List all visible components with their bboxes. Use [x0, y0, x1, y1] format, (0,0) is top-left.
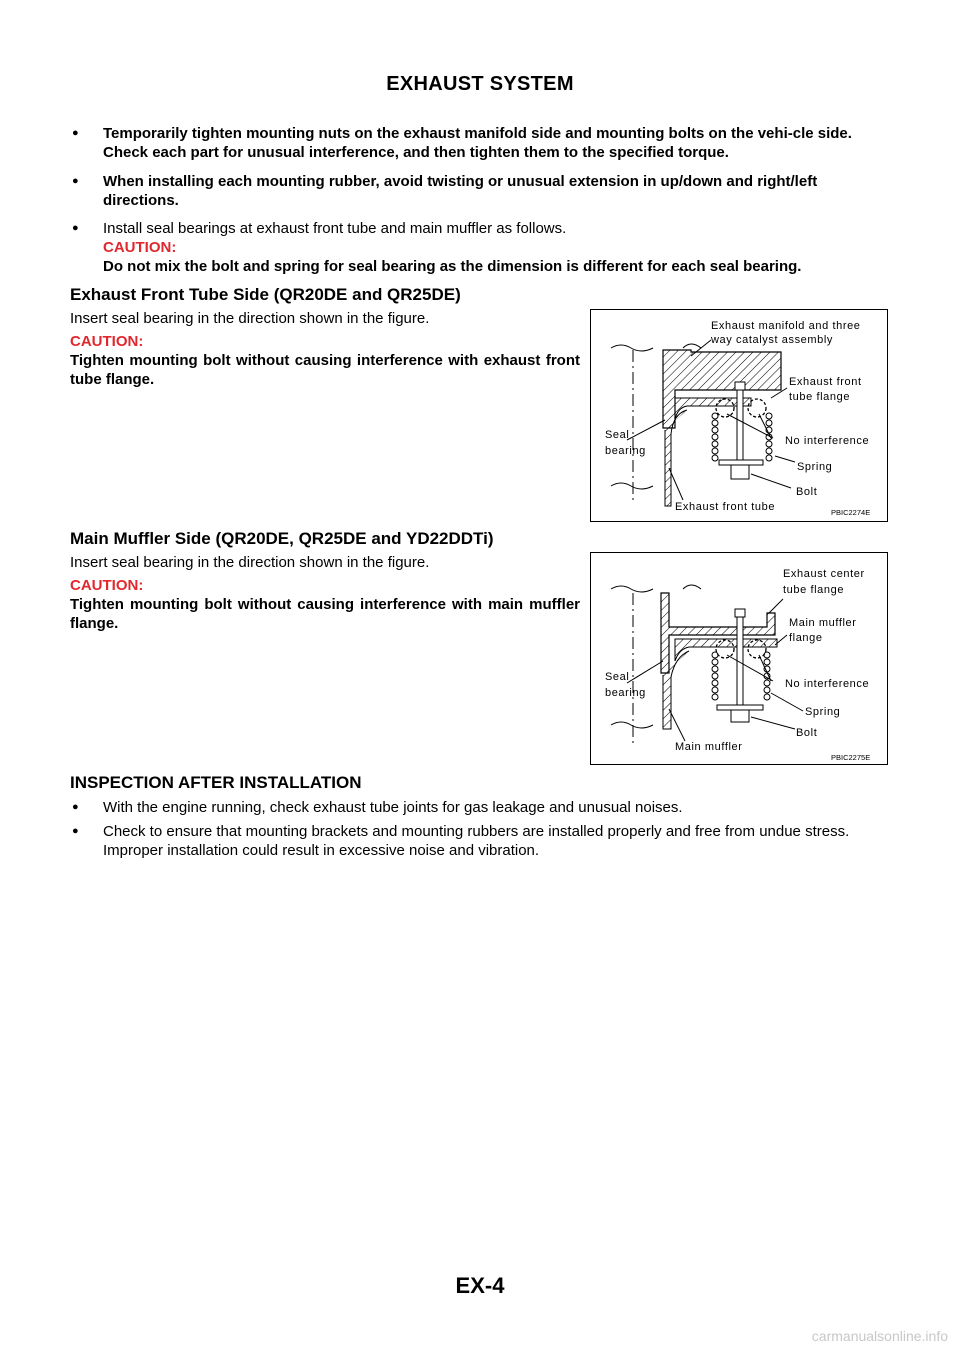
diagram-label: way catalyst assembly — [711, 334, 834, 346]
seal-bearing-diagram — [591, 310, 887, 521]
instruction-text: Insert seal bearing in the direction shown in the figure. — [70, 554, 430, 571]
bullet-text: Install seal bearings at exhaust front tube and main muffler as follows. — [103, 220, 567, 237]
diagram-label: Seal — [605, 429, 630, 441]
section-heading: INSPECTION AFTER INSTALLATION — [70, 773, 362, 792]
bullet-text: With the engine running, check exhaust tube joints for gas leakage and unusual noises. — [103, 799, 683, 816]
diagram-label: Seal — [605, 671, 630, 683]
diagram-label: Main muffler — [675, 741, 743, 753]
bullet-icon: ● — [72, 175, 79, 187]
figure-main-muffler — [590, 552, 888, 765]
figure-front-tube — [590, 309, 888, 522]
diagram-label: Exhaust front — [789, 376, 862, 388]
bullet-icon: ● — [72, 801, 79, 813]
caution-text: Tighten mounting bolt without causing interference with exhaust front tube flange. — [70, 352, 580, 388]
diagram-label: bearing — [605, 445, 646, 457]
section-heading: Exhaust Front Tube Side (QR20DE and QR25DE) — [70, 285, 461, 304]
list-item — [70, 822, 890, 860]
diagram-label: Exhaust center — [783, 568, 865, 580]
diagram-label: Spring — [797, 461, 833, 473]
bullet-text: Temporarily tighten mounting nuts on the exhaust manifold side and mounting bolts on the vehi-cle side. Check each part for unusual interference, and then tighten them to the specified torque. — [103, 125, 852, 161]
bullet-text: When installing each mounting rubber, avoid twisting or unusual extension in up/down and right/left directions. — [103, 173, 818, 209]
diagram-label: No interference — [785, 435, 870, 447]
list-item — [70, 124, 890, 162]
page-number: EX-4 — [455, 1273, 505, 1298]
diagram-label: Exhaust front tube — [675, 501, 776, 513]
diagram-label: No interference — [785, 678, 870, 690]
diagram-label: Exhaust manifold and three — [711, 320, 861, 332]
list-item — [70, 798, 890, 817]
list-item — [70, 172, 890, 210]
caution-label: CAUTION: — [70, 333, 144, 350]
page-title: EXHAUST SYSTEM — [386, 73, 574, 95]
caution-block — [70, 332, 580, 389]
bullet-icon: ● — [72, 222, 79, 234]
caution-label: CAUTION: — [103, 239, 177, 256]
seal-bearing-diagram — [591, 553, 887, 764]
bullet-text: Check to ensure that mounting brackets and mounting rubbers are installed properly and free from undue stress. Improper installation could result in excessive noise and vibration. — [103, 823, 850, 859]
caution-text: Do not mix the bolt and spring for seal bearing as the dimension is different for each seal bearing. — [103, 258, 802, 275]
instruction-text: Insert seal bearing in the direction shown in the figure. — [70, 310, 430, 327]
bullet-icon: ● — [72, 825, 79, 837]
diagram-label: flange — [789, 632, 823, 644]
watermark: carmanualsonline.info — [811, 1328, 948, 1344]
caution-text: Tighten mounting bolt without causing interference with main muffler flange. — [70, 596, 580, 632]
figure-code: PBIC2274E — [831, 508, 871, 517]
caution-block — [70, 576, 580, 633]
diagram-label: Bolt — [796, 727, 818, 739]
diagram-label: tube flange — [789, 391, 851, 403]
list-item — [70, 219, 890, 238]
diagram-label: Main muffler — [789, 617, 857, 629]
section-heading: Main Muffler Side (QR20DE, QR25DE and YD22DDTi) — [70, 529, 494, 548]
caution-label: CAUTION: — [70, 577, 144, 594]
diagram-label: bearing — [605, 687, 646, 699]
bullet-icon: ● — [72, 127, 79, 139]
diagram-label: Bolt — [796, 486, 818, 498]
diagram-label: Spring — [805, 706, 841, 718]
caution-block — [70, 238, 890, 276]
figure-code: PBIC2275E — [831, 753, 871, 762]
diagram-label: tube flange — [783, 584, 845, 596]
